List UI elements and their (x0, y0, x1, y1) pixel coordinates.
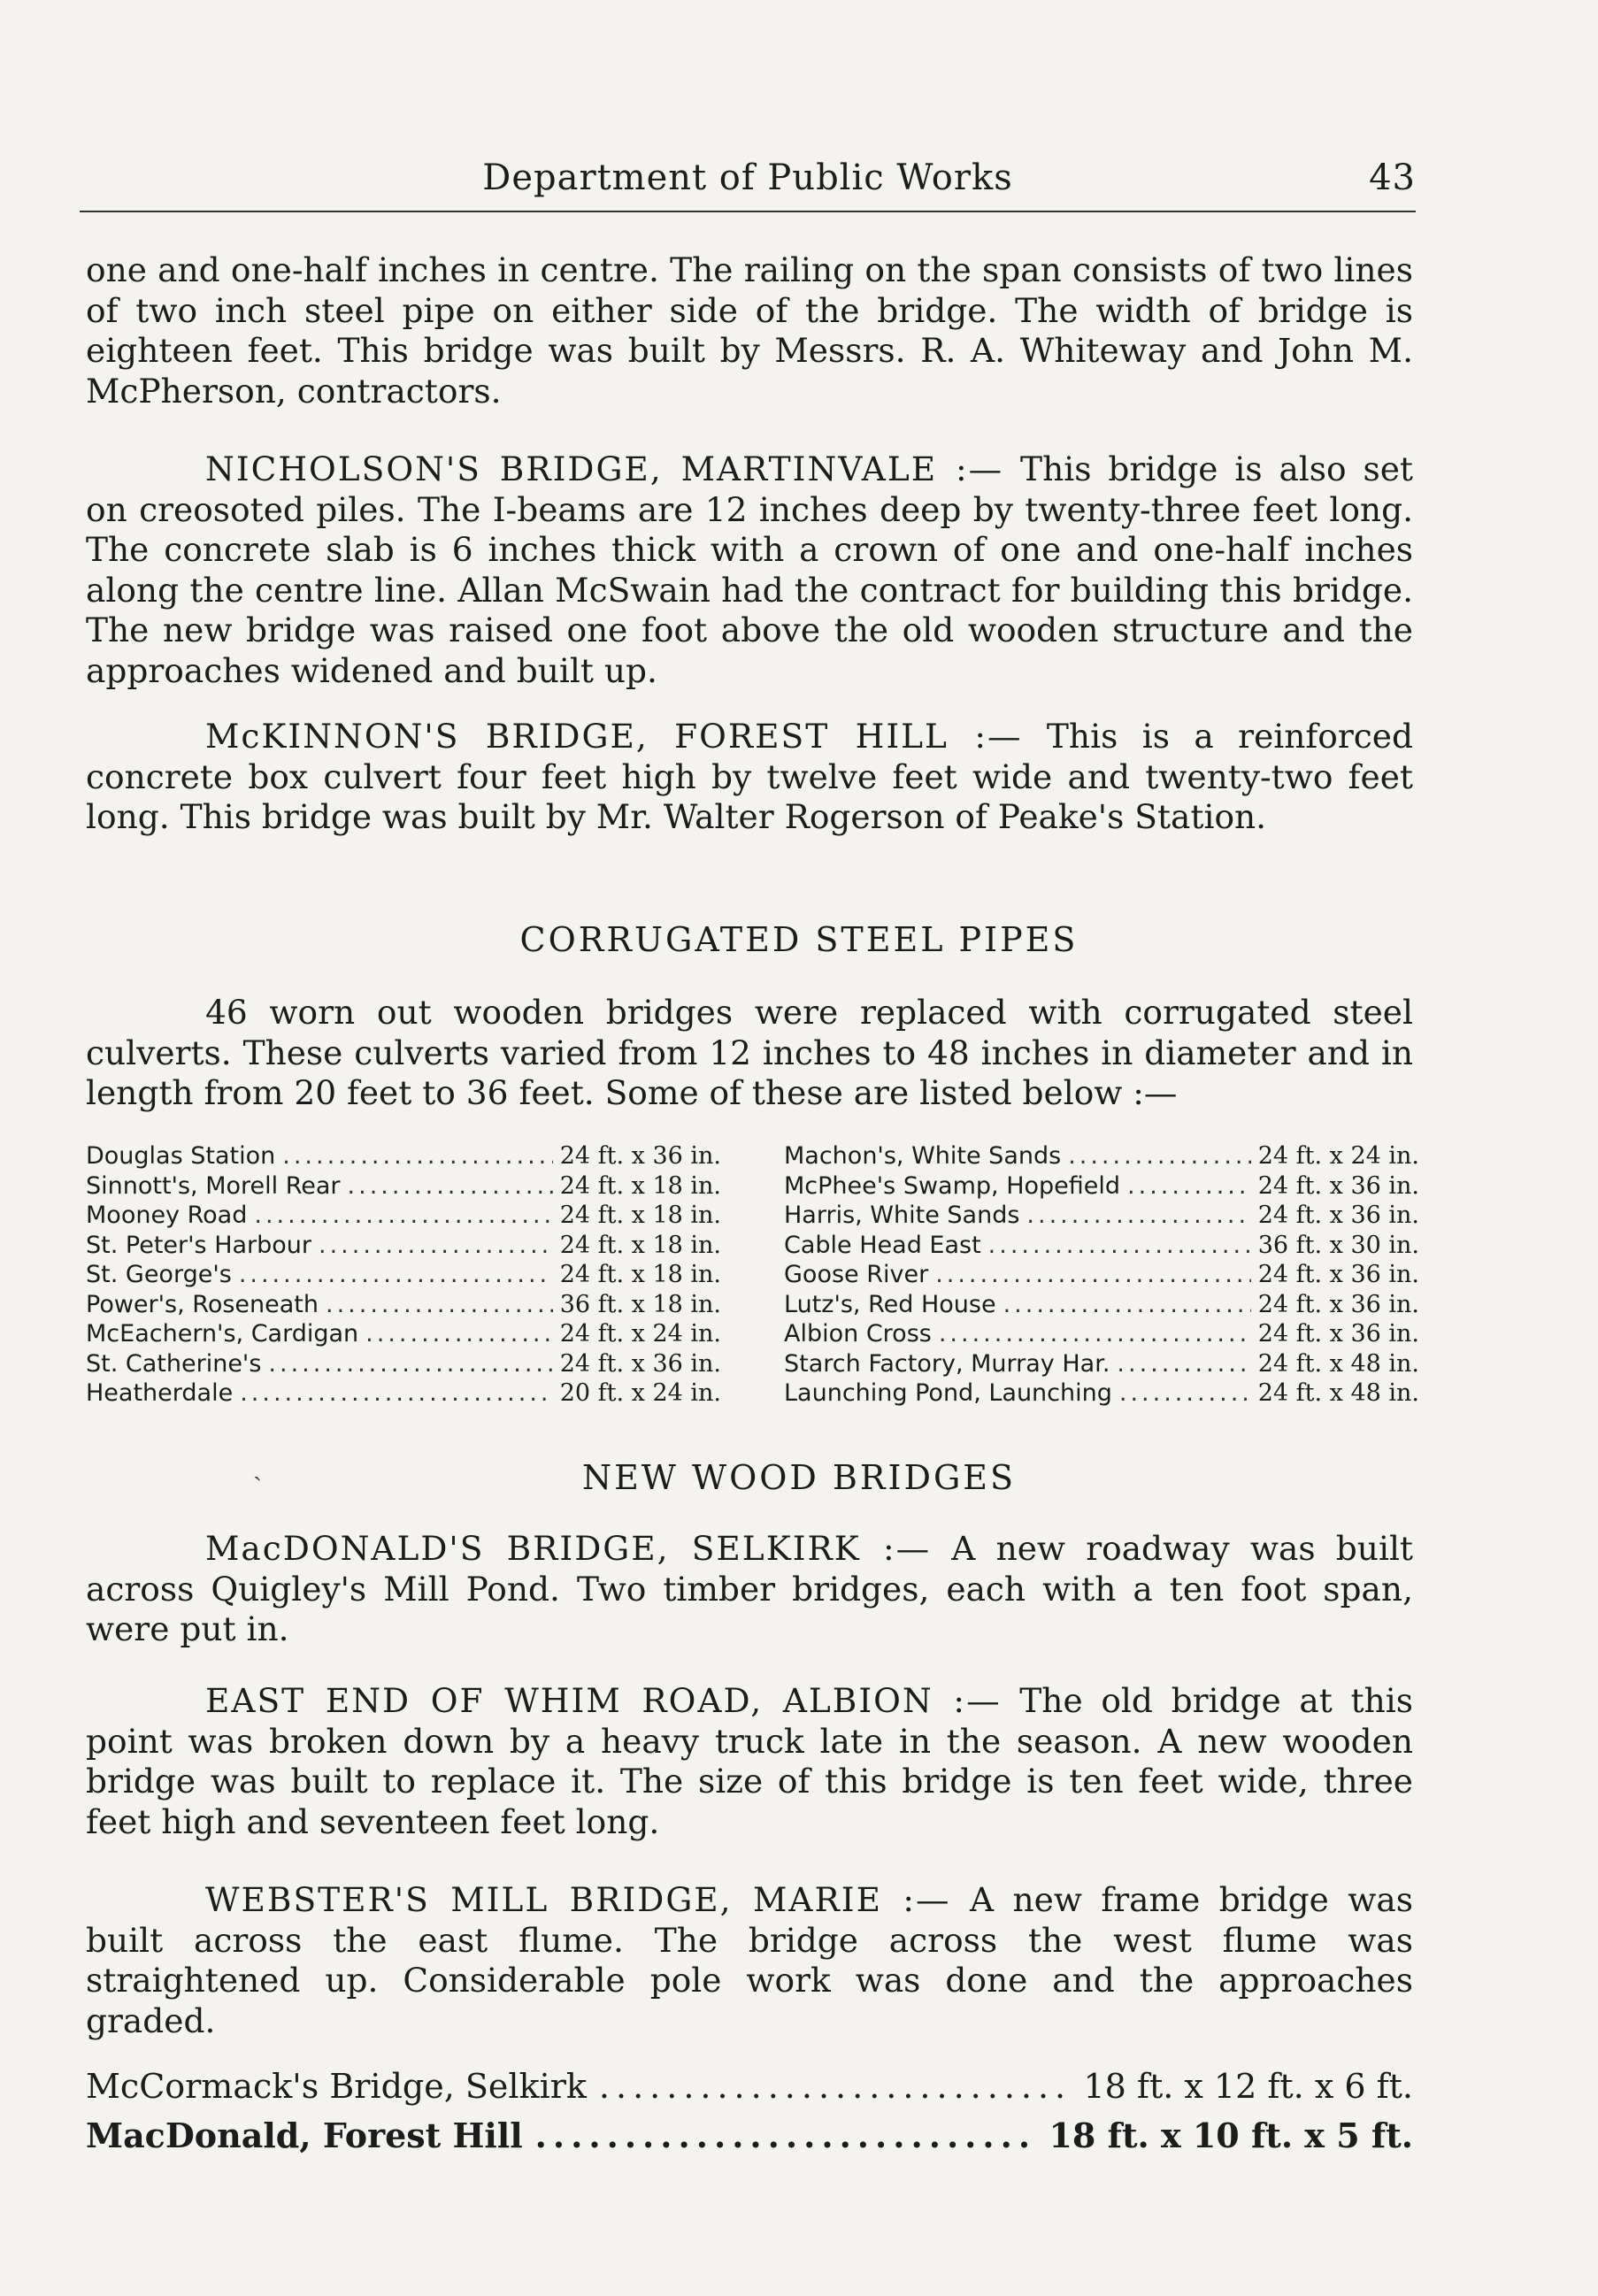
dot-leader (599, 2062, 1072, 2111)
paragraph-lead: MacDONALD'S BRIDGE, SELKIRK :— (205, 1529, 932, 1568)
pipe-row (86, 1378, 721, 1409)
entry-name: St. George's (86, 1261, 232, 1288)
entry-name: McPhee's Swamp, Hopefield (784, 1171, 1121, 1200)
pipe-row (784, 1260, 1419, 1290)
running-head (80, 152, 1416, 205)
entry-name: Sinnott's, Morell Rear (86, 1171, 341, 1200)
entry-size: 24 ft. x 36 in. (1257, 1202, 1419, 1229)
paragraph-lead: McKINNON'S BRIDGE, FOREST HILL :— (205, 717, 1023, 756)
entry-size: 24 ft. x 18 in. (559, 1261, 721, 1288)
dot-leader (319, 1231, 553, 1261)
paragraph-body: This is a reinforced concrete box culvert four feet high by twelve feet wide and twenty-two feet long. This bridge was built by Mr. Walter Rogerson of Peake's Station. (86, 717, 1413, 836)
entry-size: 24 ft. x 18 in. (559, 1202, 721, 1229)
bridge-row (86, 2111, 1413, 2161)
dot-leader (1127, 1171, 1251, 1202)
entry-name: Power's, Roseneath (86, 1290, 319, 1318)
paragraph-websters-mill (86, 1880, 1413, 2041)
pipe-row (784, 1201, 1419, 1231)
dot-leader (1003, 1290, 1251, 1320)
dot-leader (239, 1260, 553, 1290)
entry-name: St. Catherine's (86, 1349, 262, 1378)
paragraph-corrugated-intro: 46 worn out wooden bridges were replaced with corrugated steel culverts. These culverts varied from 12 inches to 48 inches in diameter and in length from 20 feet to 36 feet. Some of these are listed below :— (86, 993, 1413, 1112)
paragraph-macdonalds-bridge (86, 1529, 1413, 1650)
entry-size: 24 ft. x 48 in. (1257, 1349, 1419, 1378)
paragraph-mckinnons-bridge (86, 717, 1413, 838)
entry-name: Cable Head East (784, 1231, 981, 1259)
entry-size: 24 ft. x 36 in. (1257, 1290, 1419, 1318)
pipe-row (784, 1319, 1419, 1349)
entry-name: McEachern's, Cardigan (86, 1320, 359, 1348)
entry-size: 24 ft. x 36 in. (1257, 1320, 1419, 1348)
pipe-row (86, 1141, 721, 1171)
dot-leader (268, 1349, 552, 1379)
entry-size: 36 ft. x 18 in. (559, 1290, 721, 1318)
entry-size: 24 ft. x 18 in. (559, 1171, 721, 1200)
entry-size: 24 ft. x 36 in. (559, 1142, 721, 1170)
entry-name: Machon's, White Sands (784, 1142, 1062, 1170)
entry-size: 20 ft. x 24 in. (559, 1379, 721, 1407)
running-head-title: Department of Public Works (482, 157, 1013, 198)
entry-name: Lutz's, Red House (784, 1290, 996, 1318)
entry-size: 36 ft. x 30 in. (1257, 1231, 1419, 1259)
dot-leader (1117, 1349, 1250, 1379)
paragraph-nicholsons-bridge (86, 449, 1413, 691)
paragraph-lead: EAST END OF WHIM ROAD, ALBION :— (205, 1681, 1002, 1720)
pipe-list-left (86, 1141, 721, 1409)
entry-size: 24 ft. x 18 in. (559, 1231, 721, 1259)
dot-leader (939, 1319, 1251, 1349)
entry-name: St. Peter's Harbour (86, 1231, 312, 1259)
entry-size: 18 ft. x 10 ft. x 5 ft. (1049, 2116, 1413, 2155)
pipe-row (784, 1378, 1419, 1409)
entry-name: Harris, White Sands (784, 1202, 1020, 1229)
dot-leader (365, 1319, 553, 1349)
pipe-row (86, 1319, 721, 1349)
pipe-row (86, 1290, 721, 1320)
dot-leader (348, 1171, 553, 1202)
entry-name: Mooney Road (86, 1202, 248, 1229)
entry-size: 24 ft. x 36 in. (559, 1349, 721, 1378)
section-heading-new-wood: NEW WOOD BRIDGES (581, 1458, 1017, 1497)
pipe-row (784, 1171, 1419, 1202)
dot-leader (1026, 1201, 1250, 1231)
dot-leader (254, 1201, 552, 1231)
entry-size: 24 ft. x 24 in. (559, 1320, 721, 1348)
pipe-row (784, 1141, 1419, 1171)
pipe-row (86, 1201, 721, 1231)
entry-name: Heatherdale (86, 1379, 234, 1407)
pipe-row (784, 1231, 1419, 1261)
dot-leader (935, 1260, 1251, 1290)
entry-name: Starch Factory, Murray Har. (784, 1349, 1110, 1378)
entry-size: 24 ft. x 36 in. (1257, 1261, 1419, 1288)
pipe-list-right (784, 1141, 1419, 1409)
dot-leader (1068, 1141, 1251, 1171)
paragraph-body: A new frame bridge was built across the east flume. The bridge across the west flume was straightened up. Considerable pole work was done and the approaches graded. (86, 1880, 1413, 2040)
entry-name: MacDonald, Forest Hill (86, 2116, 523, 2155)
pipe-row (86, 1231, 721, 1261)
page-number: 43 (1369, 157, 1416, 198)
entry-size: 24 ft. x 24 in. (1257, 1142, 1419, 1170)
pipe-row (86, 1171, 721, 1202)
paragraph-continuation: one and one-half inches in centre. The railing on the span consists of two lines of two inch steel pipe on either side of the bridge. The width of bridge is eighteen feet. This bridge was built by Messrs. R. A. Whiteway and John M. McPherson, contractors. (86, 250, 1413, 411)
bridge-row (86, 2062, 1413, 2111)
dot-leader (282, 1141, 552, 1171)
paragraph-lead: NICHOLSON'S BRIDGE, MARTINVALE :— (205, 449, 1004, 488)
entry-name: McCormack's Bridge, Selkirk (86, 2067, 587, 2106)
pipe-row (86, 1349, 721, 1379)
paragraph-body: The old bridge at this point was broken down by a heavy truck late in the season. A new wooden bridge was built to replace it. The size of this bridge is ten feet wide, three feet high and seventeen feet long. (86, 1681, 1414, 1841)
dot-leader (326, 1290, 553, 1320)
stray-mark: ˎ (253, 1451, 262, 1482)
pipe-row (784, 1349, 1419, 1379)
section-heading-corrugated: CORRUGATED STEEL PIPES (519, 920, 1079, 959)
dot-leader (988, 1231, 1251, 1261)
paragraph-body: This bridge is also set on creosoted piles. The I-beams are 12 inches deep by twenty-three feet long. The concrete slab is 6 inches thick with a crown of one and one-half inches along the centre line. Allan McSwain had the contract for building this bridge. The new bridge was raised one foot above the old wooden structure and the approaches widened and built up. (86, 449, 1413, 690)
entry-size: 18 ft. x 12 ft. x 6 ft. (1083, 2067, 1413, 2106)
dot-leader (535, 2111, 1037, 2161)
entry-name: Goose River (784, 1261, 929, 1288)
entry-name: Douglas Station (86, 1142, 276, 1170)
entry-size: 24 ft. x 48 in. (1257, 1379, 1419, 1407)
dot-leader (240, 1378, 552, 1409)
pipe-row (784, 1290, 1419, 1320)
paragraph-lead: WEBSTER'S MILL BRIDGE, MARIE :— (205, 1880, 951, 1919)
pipe-row (86, 1260, 721, 1290)
entry-name: Albion Cross (784, 1320, 932, 1348)
bridge-size-list (86, 2062, 1413, 2161)
paragraph-whim-road (86, 1681, 1413, 1842)
entry-name: Launching Pond, Launching (784, 1379, 1112, 1407)
entry-size: 24 ft. x 36 in. (1257, 1171, 1419, 1200)
header-rule (80, 211, 1416, 212)
paragraph-body: A new roadway was built across Quigley's Mill Pond. Two timber bridges, each with a ten foot span, were put in. (86, 1529, 1414, 1648)
dot-leader (1119, 1378, 1251, 1409)
